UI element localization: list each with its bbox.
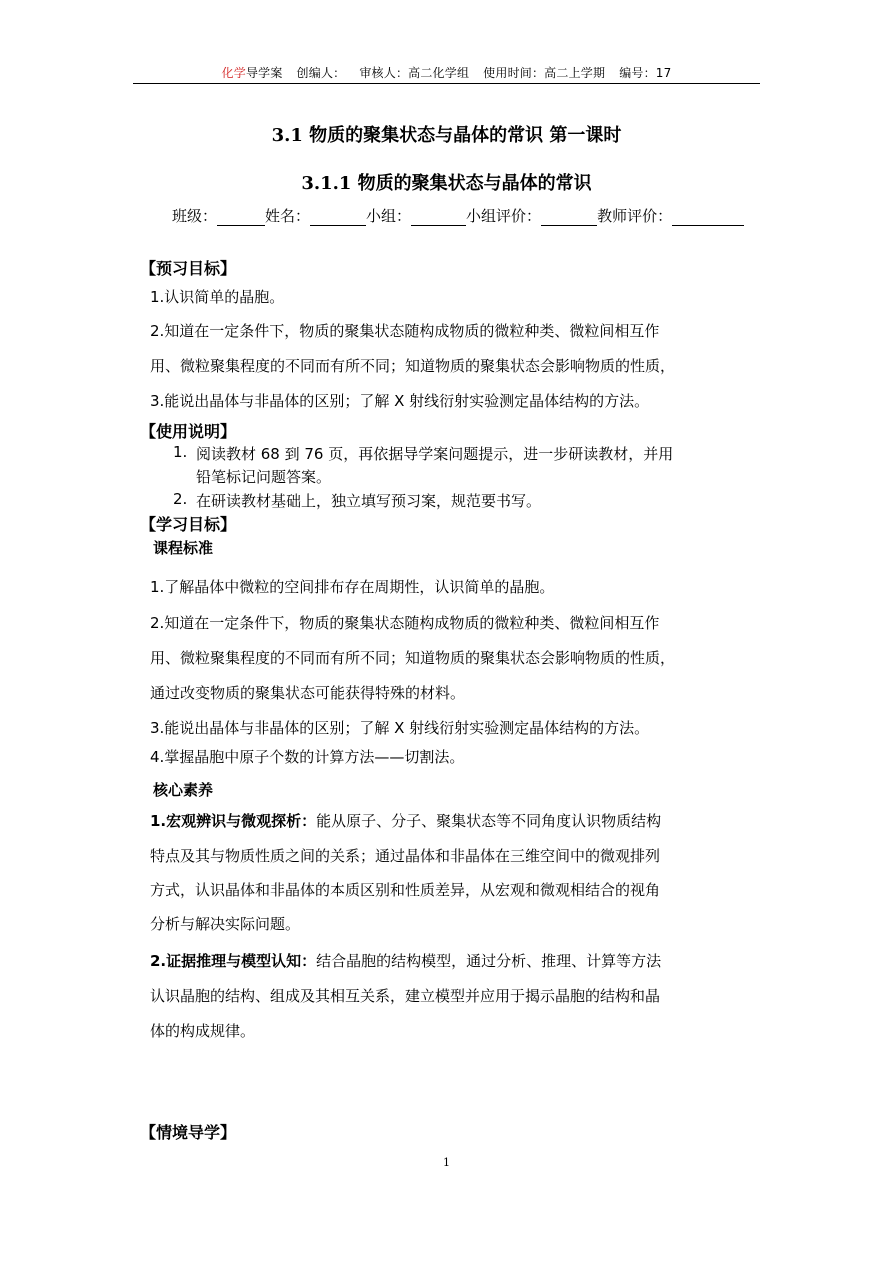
usage-number: 2. <box>173 490 188 508</box>
preview-line: 3.能说出晶体与非晶体的区别；了解 X 射线衍射实验测定晶体结构的方法。 <box>150 392 650 410</box>
usage-line: 铅笔标记问题答案。 <box>196 468 332 486</box>
header-number: 编号：17 <box>619 66 672 80</box>
core-label: 1.宏观辨识与微观探析： <box>150 812 317 830</box>
core-label: 2.证据推理与模型认知： <box>150 952 317 970</box>
usage-line: 阅读教材 68 到 76 页，再依据导学案问题提示，进一步研读教材，并用 <box>196 445 674 463</box>
preview-line: 2.知道在一定条件下，物质的聚集状态随构成物质的微粒种类、微粒间相互作 <box>150 322 660 340</box>
core-line: 体的构成规律。 <box>150 1022 256 1040</box>
core-literacy-heading: 核心素养 <box>153 781 214 799</box>
usage-number: 1. <box>173 443 188 461</box>
name-label: 姓名： <box>265 207 311 225</box>
header-rule <box>133 83 760 84</box>
preview-line: 用、微粒聚集程度的不同而有所不同；知道物质的聚集状态会影响物质的性质， <box>150 357 676 375</box>
group-label: 小组： <box>366 207 412 225</box>
standard-line: 2.知道在一定条件下，物质的聚集状态随构成物质的微粒种类、微粒间相互作 <box>150 614 660 632</box>
student-info-row <box>172 205 762 226</box>
header-usage-time: 使用时间：高二上学期 <box>483 66 606 80</box>
core-line: 方式，认识晶体和非晶体的本质区别和性质差异，从宏观和微观相结合的视角 <box>150 881 661 899</box>
class-blank[interactable] <box>217 209 265 226</box>
teacher-eval-blank[interactable] <box>672 209 744 226</box>
standard-line: 通过改变物质的聚集状态可能获得特殊的材料。 <box>150 684 466 702</box>
core-line <box>150 810 760 831</box>
standard-line: 1.了解晶体中微粒的空间排布存在周期性，认识简单的晶胞。 <box>150 578 555 596</box>
group-eval-blank[interactable] <box>541 209 597 226</box>
core-line <box>150 950 760 971</box>
core-line: 特点及其与物质性质之间的关系；通过晶体和非晶体在三维空间中的微观排列 <box>150 847 661 865</box>
preview-line: 1.认识简单的晶胞。 <box>150 288 285 306</box>
class-label: 班级： <box>172 207 218 225</box>
core-text: 能从原子、分子、聚集状态等不同角度认识物质结构 <box>316 812 662 830</box>
group-blank[interactable] <box>411 209 466 226</box>
core-text: 结合晶胞的结构模型，通过分析、推理、计算等方法 <box>316 952 662 970</box>
header-reviewer: 审核人：高二化学组 <box>359 66 470 80</box>
teacher-eval-label: 教师评价： <box>597 207 673 225</box>
page-subtitle: 3.1.1 物质的聚集状态与晶体的常识 <box>301 173 592 194</box>
core-line: 分析与解决实际问题。 <box>150 915 301 933</box>
group-eval-label: 小组评价： <box>466 207 542 225</box>
standard-heading: 课程标准 <box>153 539 214 557</box>
situation-heading: 【情境导学】 <box>140 1123 237 1142</box>
header-doc-type: 导学案 <box>245 66 283 80</box>
preview-heading: 【预习目标】 <box>140 259 237 278</box>
goals-heading: 【学习目标】 <box>140 515 237 534</box>
standard-line: 4.掌握晶胞中原子个数的计算方法——切割法。 <box>150 748 465 766</box>
header-creator: 创编人： <box>296 66 346 80</box>
header-subject: 化学 <box>221 66 246 80</box>
page-header <box>133 64 760 81</box>
standard-line: 用、微粒聚集程度的不同而有所不同；知道物质的聚集状态会影响物质的性质， <box>150 649 676 667</box>
name-blank[interactable] <box>310 209 366 226</box>
usage-heading: 【使用说明】 <box>140 422 237 441</box>
usage-line: 在研读教材基础上，独立填写预习案，规范要书写。 <box>196 492 542 510</box>
page-title: 3.1 物质的聚集状态与晶体的常识 第一课时 <box>271 125 622 146</box>
standard-line: 3.能说出晶体与非晶体的区别；了解 X 射线衍射实验测定晶体结构的方法。 <box>150 719 650 737</box>
page-number: 1 <box>443 1156 450 1169</box>
core-line: 认识晶胞的结构、组成及其相互关系，建立模型并应用于揭示晶胞的结构和晶 <box>150 987 661 1005</box>
